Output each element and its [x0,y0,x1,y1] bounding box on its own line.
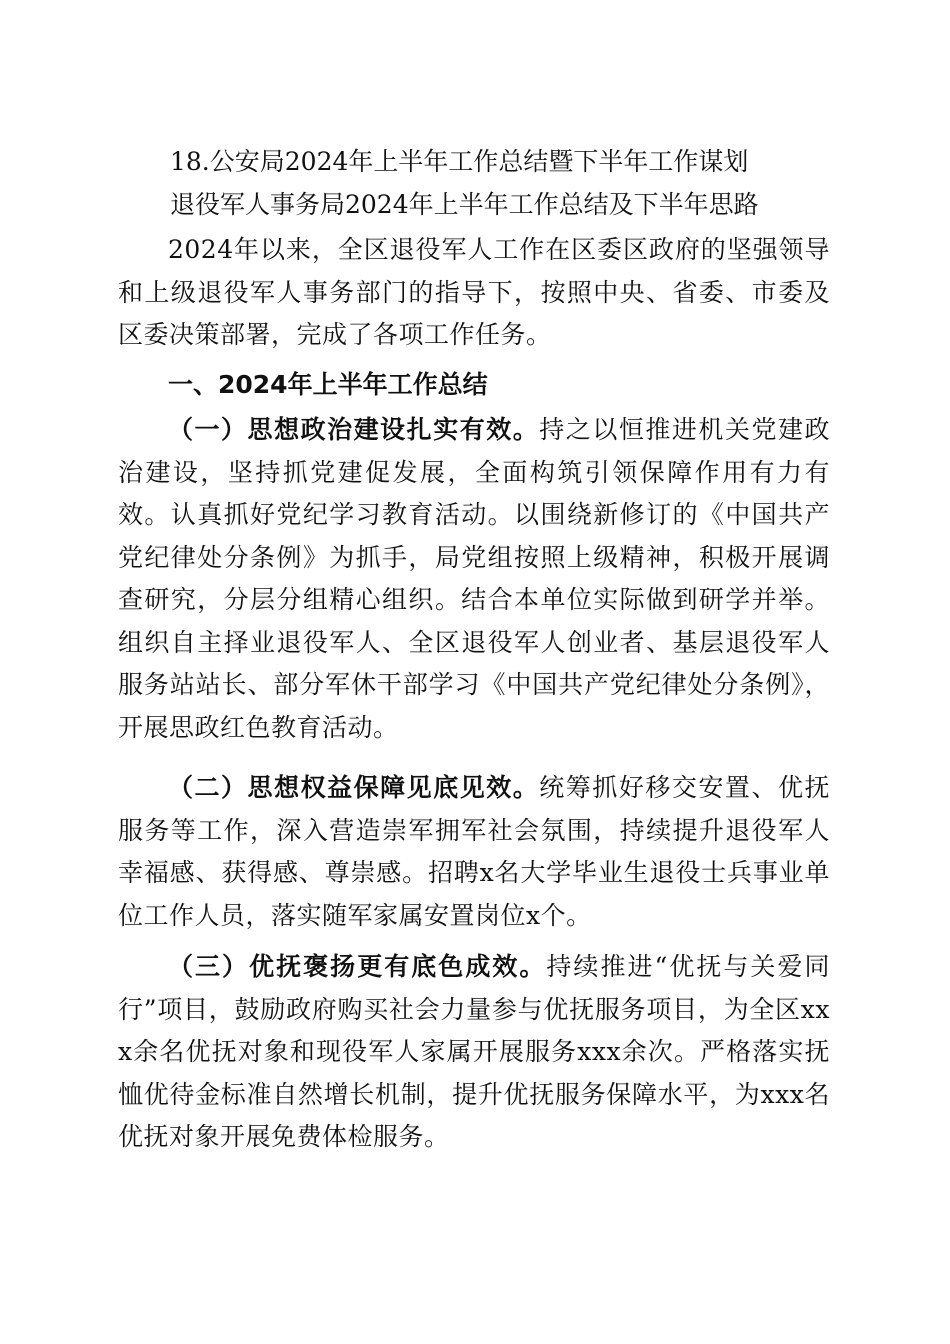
paragraph-3-lead: （三）优抚褒扬更有底色成效。 [168,952,547,981]
paragraph-3 [118,946,830,1159]
section-1-title: 一、2024年上半年工作总结 [168,370,488,399]
paragraph-2-lead: （二）思想权益保障见底见效。 [168,773,540,802]
paragraph-2-body: 统筹抓好移交安置、优抚服务等工作，深入营造崇军拥军社会氛围，持续提升退役军人幸福感、获得感、尊崇感。招聘x名大学毕业生退役士兵事业单位工作人员，落实随军家属安置岗位x个。 [118,773,830,930]
document-heading-2: 退役军人事务局2024年上半年工作总结及下半年思路 [170,190,759,219]
paragraph-2 [118,767,830,937]
paragraph-1-lead: （一）思想政治建设扎实有效。 [168,415,540,444]
paragraph-1 [118,409,830,749]
document-heading-1: 18.公安局2024年上半年工作总结暨下半年工作谋划 [170,147,749,176]
intro-paragraph: 2024年以来，全区退役军人工作在区委区政府的坚强领导和上级退役军人事务部门的指导下，按照中央、省委、市委及区委决策部署，完成了各项工作任务。 [118,235,830,349]
paragraph-1-body: 持之以恒推进机关党建政治建设，坚持抓党建促发展，全面构筑引领保障作用有力有效。认真抓好党纪学习教育活动。以围绕新修订的《中国共产党纪律处分条例》为抓手，局党组按照上级精神，积极开展调查研究，分层分组精心组织。结合本单位实际做到研学并举。组织自主择业退役军人、全区退役军人创业者、基层退役军人服务站站长、部分军休干部学习《中国共产党纪律处分条例》，开展思政红色教育活动。 [118,415,830,742]
paragraph-3-body: 持续推进“优抚与关爱同行”项目，鼓励政府购买社会力量参与优抚服务项目，为全区xxx余名优抚对象和现役军人家属开展服务xxx余次。严格落实抚恤优待金标准自然增长机制，提升优抚服务保障水平，为xxx名优抚对象开展免费体检服务。 [118,952,830,1151]
